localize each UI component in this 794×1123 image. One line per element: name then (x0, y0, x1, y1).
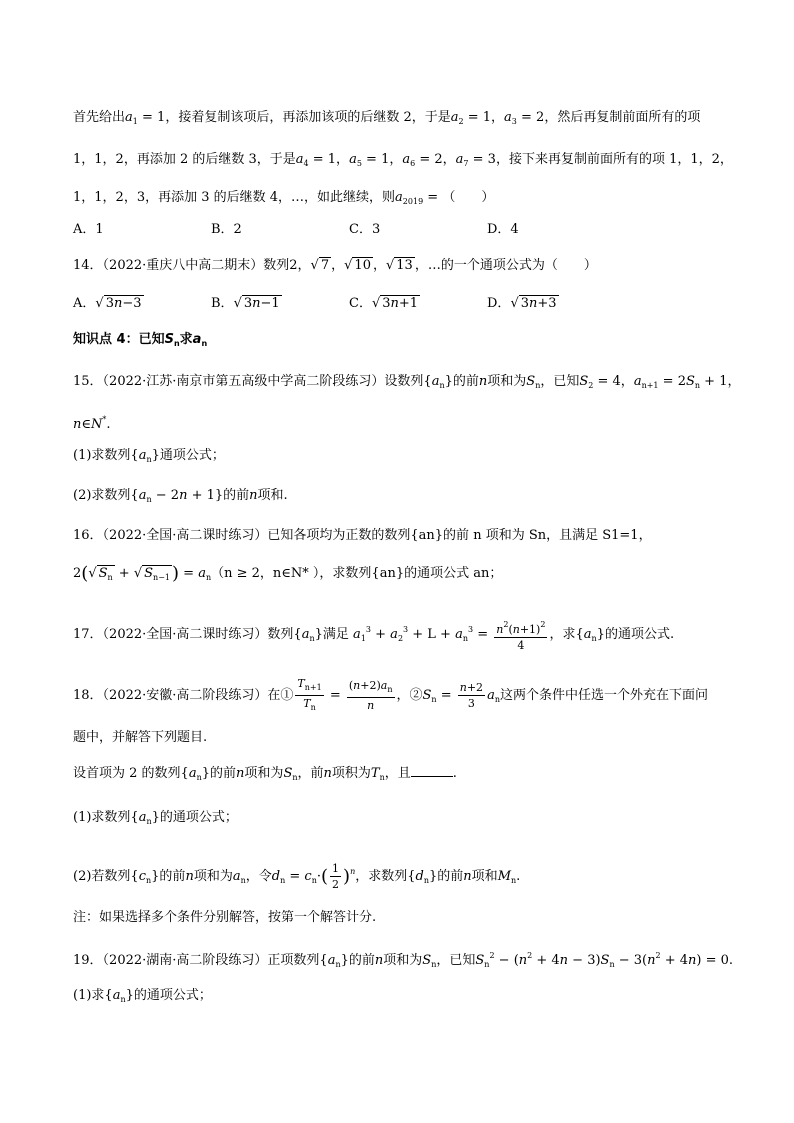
q18-line-3: 设首项为 2 的数列$\{a_n\}$的前n项和为$S_n$，前n项积为$T_n$，且 . (73, 766, 457, 782)
option-c: C．3 (349, 222, 381, 237)
q18-line-2 (73, 728, 754, 750)
text: 的前 (348, 953, 375, 968)
text: 1，1，2，再添加 2 的后继数 3，于是 (73, 152, 296, 167)
text: 首先给出 (73, 110, 126, 125)
answer-paren: （ ） (442, 190, 495, 205)
q18-part-1: (1)求数列$\{a_n\}$的通项公式； (73, 810, 238, 826)
text: 项和为 (487, 374, 527, 389)
text: ，已知 (540, 374, 580, 389)
text: 满足 (322, 627, 349, 642)
text: ， (491, 110, 505, 125)
q13-line-1: 首先给出$a_1 = 1$，接着复制该项后，再添加该项的后继数 2，于是$a_2 = 1$，$a_3 = 2$，然后再复制前面所有的项 (73, 110, 701, 126)
q14-options (73, 294, 754, 316)
text: (2)若数列 (73, 869, 131, 884)
q15-part-1: (1)求数列$\{a_n\}$通项公式； (73, 448, 225, 464)
text: 的前 (223, 488, 250, 503)
text: (1)求 (73, 988, 105, 1003)
text: 题中，并解答下列题目. (73, 730, 208, 745)
text: ，求 (549, 627, 576, 642)
text: 19．（2022·湖南·高二阶段练习）正项数列 (73, 953, 320, 968)
option-label: B． (211, 296, 234, 311)
text: 18．（2022·安徽·高二阶段练习）在① (73, 688, 294, 703)
text: (2)求数列 (73, 488, 131, 503)
text: ，② (396, 688, 423, 703)
q15-stem-2: n∈N*. (73, 415, 111, 432)
text: 的前 (210, 766, 237, 781)
text: 设首项为 2 的数列 (73, 766, 181, 781)
option-c: C．√ 3n+1 (349, 296, 419, 311)
option-label: A． (73, 296, 96, 311)
q19-stem: 19．（2022·湖南·高二阶段练习）正项数列$\{a_n\}$的前n项和为$S_n$，已知$S_n^2 - (n^2 + 4n - 3)S_n - 3(n^2 + 4n) = 0$. (73, 951, 734, 969)
text: (1)求数列 (73, 448, 131, 463)
option-b: B．√ 3n−1 (211, 296, 280, 311)
text: 16．（2022·全国·高二课时练习）已知各项均为正数的数列{an}的前 n 项和为 Sn，且满足 S1=1， (73, 528, 652, 543)
text: 17．（2022·全国·高二课时练习）数列 (73, 627, 294, 642)
q18-note (73, 908, 754, 930)
fill-in-blank (411, 764, 453, 777)
q13-line-3: 1，1，2，3，再添加 3 的后继数 4，…，如此继续，则$a_{2019}$ = （ ） (73, 190, 495, 206)
text: ，接着复制该项后，再添加该项的后继数 2，于是 (165, 110, 451, 125)
text: 14．（2022·重庆八中高二期末）数列2， (73, 258, 311, 273)
option-a: A．√ 3n−3 (73, 296, 142, 311)
text: ，前 (297, 766, 324, 781)
text: （n ≥ 2，n∈N* ），求数列{an}的通项公式 an； (211, 566, 503, 581)
text: 项和为 (193, 869, 233, 884)
q17-stem: 17．（2022·全国·高二课时练习）数列$\{a_n\}$满足 $a_1^3 + a_2^3 + L + a_n^3$ = $\frac{n^2(n+1)^2}{4}$ ，求$\{a_n\}$的通项公式. (73, 615, 754, 645)
option-d: D．√ 3n+3 (487, 296, 557, 311)
text: 1，1，2，3，再添加 3 的后继数 4，…，如此继续，则 (73, 190, 396, 205)
option-label: C． (349, 296, 372, 311)
text: ，然后再复制前面所有的项 (544, 110, 701, 125)
option-d: D．4 (487, 222, 519, 237)
text: 的通项公式. (604, 627, 675, 642)
text: 项和. (257, 488, 288, 503)
option-a: A．1 (73, 222, 104, 237)
text: 通项公式； (159, 448, 225, 463)
q16-stem (73, 526, 754, 548)
text: 的前 (159, 869, 186, 884)
q13-line-2: 1，1，2，再添加 2 的后继数 3，于是$a_4 = 1$，$a_5 = 1$，$a_6 = 2$，$a_7 = 3$，接下来再复制前面所有的项 1，1，2， (73, 152, 733, 168)
text: 项和 (471, 869, 498, 884)
text: ，且 (384, 766, 411, 781)
option-label: D． (487, 296, 511, 311)
option-b: B．2 (211, 222, 242, 237)
text: 项积为 (331, 766, 371, 781)
text: 项和为 (244, 766, 284, 781)
q19-part-1: (1)求$\{a_n\}$的通项公式； (73, 988, 212, 1004)
text: 的前 (437, 869, 464, 884)
text: 知识点 4：已知 (73, 332, 165, 347)
text: 注：如果选择多个条件分别解答，按第一个解答计分. (73, 910, 377, 925)
text: ，…的一个通项公式为（ ） (414, 258, 597, 273)
q15-part-2: (2)求数列$\{a_n - 2n + 1\}$的前n项和. (73, 488, 288, 504)
q16-condition: 2(√ $S_n$ + √ $S_{n-1}$ ) = $a_n(n \ge 2$，n∈N* ），求数列{an}的通项公式 an； (73, 563, 503, 584)
q18-part-2: (2)若数列$\{c_n\}$的前n项和为$a_n$，令$d_n = c_n\cdot$( $\frac{1}{2}$ )$^n$，求数列$\{d_n\}$的前n项和$M_n$. (73, 862, 521, 891)
q14-stem: 14．（2022·重庆八中高二期末）数列2，√ 7 ，√ 10 ，√ 13 ，…的一个通项公式为（ ） (73, 258, 597, 273)
text: 求 (179, 332, 193, 347)
text: ，令 (245, 869, 272, 884)
text: ，接下来再复制前面所有的项 1，1，2， (495, 152, 733, 167)
text: 的前 (452, 374, 479, 389)
text: ，已知 (436, 953, 476, 968)
q13-options (73, 220, 754, 242)
text: 的通项公式； (159, 810, 238, 825)
text: ，求数列 (355, 869, 408, 884)
q18-stem: 18．（2022·安徽·高二阶段练习）在① $\frac{T_{n+1}}{T_n}$ = $\frac{(n+2)a_n}{n}$ ，$②S_n$ = $\frac{n+2}{3}$ $a_n$这两个条件中任选一个外充在下面问 (73, 677, 708, 712)
text: 这两个条件中任选一个外充在下面问 (499, 688, 708, 703)
q15-stem: 15．（2022·江苏·南京市第五高级中学高二阶段练习）设数列$\{a_n\}$的前n项和为$S_n$，已知$S_2 = 4$，$a_{n+1} = 2S_n + 1$， (73, 374, 741, 390)
text: (1)求数列 (73, 810, 131, 825)
text: 15．（2022·江苏·南京市第五高级中学高二阶段练习）设数列 (73, 374, 424, 389)
section-heading: 知识点 4：已知$S_n$求$a_n$ (73, 332, 208, 348)
text: 项和为 (383, 953, 423, 968)
text: 的通项公式； (133, 988, 212, 1003)
